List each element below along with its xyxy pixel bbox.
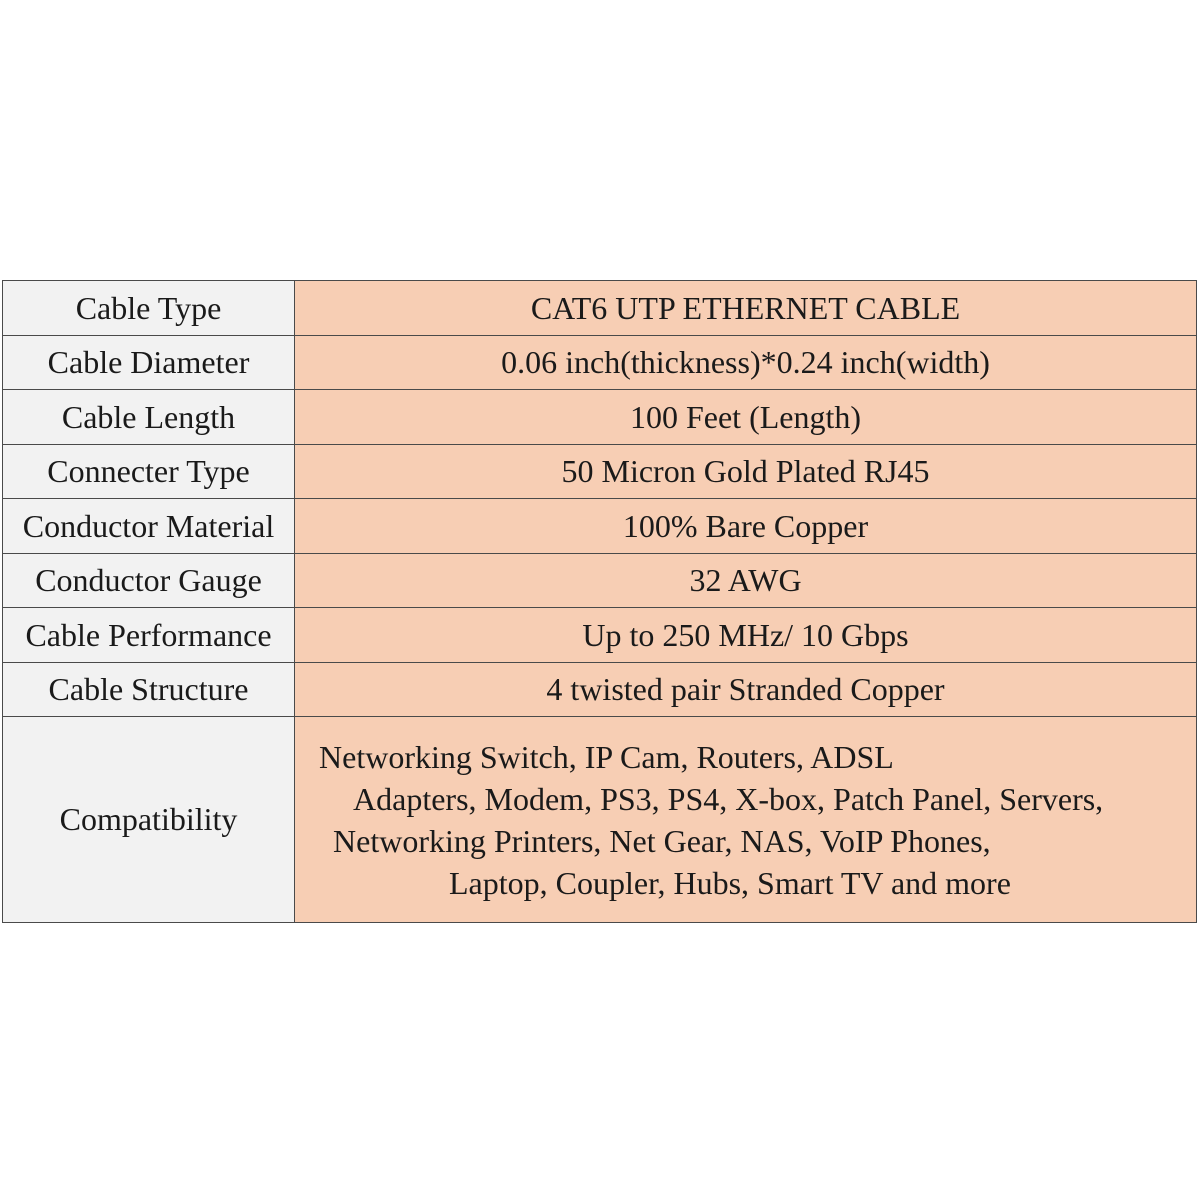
compatibility-line: Networking Printers, Net Gear, NAS, VoIP Phones,: [333, 822, 991, 859]
table-row: [3, 444, 1197, 499]
spec-table: [2, 280, 1197, 923]
table-row: [3, 335, 1197, 390]
spec-value-cable-performance: Up to 250 MHz/ 10 Gbps: [295, 608, 1197, 663]
spec-label-conductor-gauge: Conductor Gauge: [3, 553, 295, 608]
table-row: [3, 662, 1197, 717]
compatibility-line: Networking Switch, IP Cam, Routers, ADSL: [319, 738, 894, 775]
table-row: [3, 608, 1197, 663]
compatibility-line: Laptop, Coupler, Hubs, Smart TV and more: [449, 864, 1011, 901]
spec-value-cable-length: 100 Feet (Length): [295, 390, 1197, 445]
spec-value-conductor-gauge: 32 AWG: [295, 553, 1197, 608]
spec-label-conductor-material: Conductor Material: [3, 499, 295, 554]
table-row: [3, 281, 1197, 336]
spec-label-cable-diameter: Cable Diameter: [3, 335, 295, 390]
table-row: [3, 553, 1197, 608]
table-row: [3, 499, 1197, 554]
spec-label-cable-type: Cable Type: [3, 281, 295, 336]
spec-label-connecter-type: Connecter Type: [3, 444, 295, 499]
spec-value-cable-diameter: 0.06 inch(thickness)*0.24 inch(width): [295, 335, 1197, 390]
spec-label-cable-length: Cable Length: [3, 390, 295, 445]
table-row: [3, 717, 1197, 923]
spec-value-compatibility: [295, 717, 1197, 923]
compatibility-line: Adapters, Modem, PS3, PS4, X-box, Patch Panel, Servers,: [353, 780, 1104, 817]
spec-label-cable-performance: Cable Performance: [3, 608, 295, 663]
spec-value-conductor-material: 100% Bare Copper: [295, 499, 1197, 554]
spec-value-cable-type: CAT6 UTP ETHERNET CABLE: [295, 281, 1197, 336]
compatibility-list: [295, 736, 1196, 904]
spec-value-cable-structure: 4 twisted pair Stranded Copper: [295, 662, 1197, 717]
spec-value-connecter-type: 50 Micron Gold Plated RJ45: [295, 444, 1197, 499]
table-row: [3, 390, 1197, 445]
spec-label-compatibility: Compatibility: [3, 717, 295, 923]
spec-label-cable-structure: Cable Structure: [3, 662, 295, 717]
